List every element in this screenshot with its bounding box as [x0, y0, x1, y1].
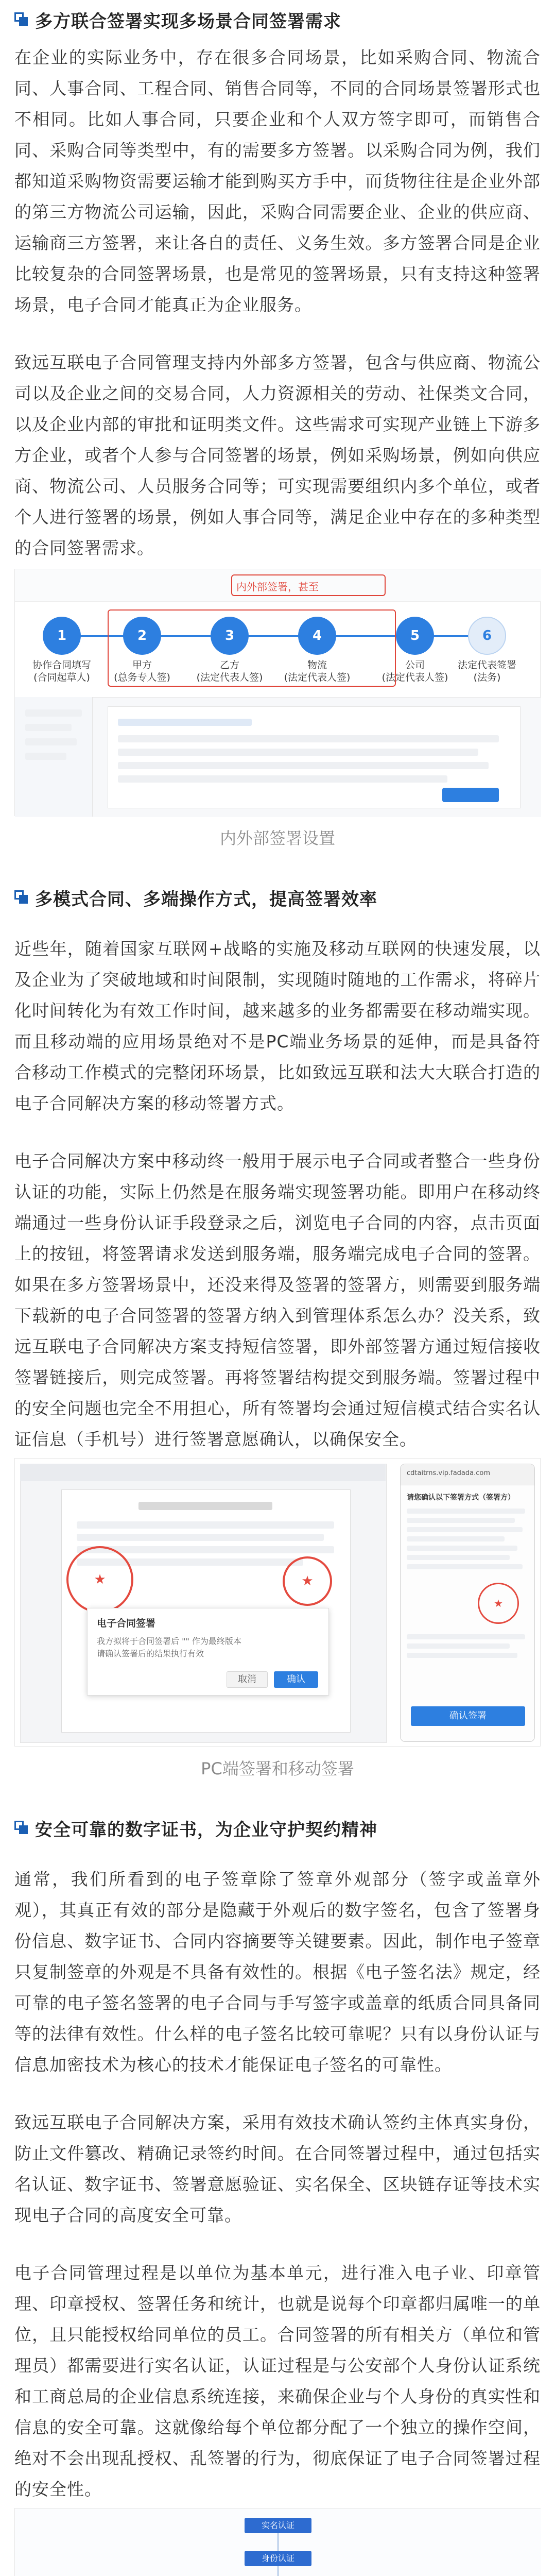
section-heading — [14, 6, 541, 33]
company-seal-icon: ★ — [66, 1546, 133, 1613]
mobile-phone — [400, 1464, 535, 1742]
flow-step-label: 协作合同填写 (合同起草人) — [32, 659, 91, 683]
phone-sign-button[interactable]: 确认签署 — [411, 1706, 525, 1726]
flow-step: 2 — [123, 617, 161, 655]
signing-flow-figure — [14, 569, 541, 816]
sign-confirm-dialog — [87, 1608, 329, 1696]
company-seal-icon: ★ — [283, 1556, 332, 1606]
dialog-title: 电子合同签署 — [97, 1618, 156, 1629]
annotation-label: 内外部签署，甚至 — [236, 581, 319, 593]
figure-caption: PC端签署和移动签署 — [201, 1759, 354, 1778]
diagram-node: 实名认证 — [245, 2518, 311, 2533]
section-title: 多方联合签署实现多场景合同签署需求 — [35, 11, 341, 32]
paragraph: 致远互联电子合同管理支持内外部多方签署，包含与供应商、物流公司以及企业之间的交易合同，人力资源相关的劳动、社保类文合同，以及企业内部的审批和证明类文件。这些需求可实现产业链上下游多方企业，或者个人参与合同签署的场景，例如采购场景，例如向供应商、物流公司、人员服务合同等；可实现需要组织内多个单位，或者个人进行签署的场景，例如人事合同等，满足企业中存在的多种类型的合同签署需求。 — [14, 352, 541, 558]
url-bar[interactable]: cdtaitrns.vip.fadada.com — [407, 1469, 490, 1477]
dialog-text: 我方拟将于合同签署后 "" 作为最终版本 请确认签署后的结果执行有效 — [97, 1636, 241, 1658]
section-title: 多模式合同、多端操作方式，提高签署效率 — [35, 889, 377, 910]
flow-step-label: 乙方 (法定代表人签) — [196, 659, 263, 683]
confirm-button[interactable]: 确认 — [274, 1671, 318, 1688]
section-security — [0, 1780, 555, 2576]
identity-auth-figure — [14, 2508, 541, 2576]
flow-step: 3 — [211, 617, 249, 655]
flow-step: 4 — [298, 617, 336, 655]
flow-step-label: 甲方 (总务专人签) — [114, 659, 170, 683]
diagram-node: 身份认证 — [245, 2551, 311, 2566]
flow-step-label: 公司 (法定代表人签) — [381, 659, 448, 683]
flow-step-label: 法定代表签署 (法务) — [457, 659, 516, 683]
section-multi-mode — [0, 849, 555, 1780]
pc-mobile-signing-figure — [14, 1458, 541, 1747]
section-title: 安全可靠的数字证书，为企业守护契约精神 — [35, 1819, 377, 1840]
flow-step-label: 物流 (法定代表人签) — [284, 659, 351, 683]
flow-step: 5 — [396, 617, 434, 655]
flow-step: 6 — [468, 617, 506, 655]
section-heading — [14, 884, 541, 911]
paragraph: 通常，我们所看到的电子签章除了签章外观部分（签字或盖章外观），其真正有效的部分是隐藏于外观后的数字签名，包含了签署身份信息、数字证书、合同内容摘要等关键要素。因此，制作电子签章只复制签章的外观是不具备有效性的。根据《电子签名法》规定，经可靠的电子签名签署的电子合同与手写签字或盖章的纸质合同具备同等的法律有效性。什么样的电子签名比较可靠呢？只有以身份认证与信息加密技术为核心的技术才能保证电子签名的可靠性。 — [14, 1869, 541, 2075]
square-bullet-icon — [14, 12, 29, 27]
paragraph: 电子合同解决方案中移动终一般用于展示电子合同或者整合一些身份认证的功能，实际上仍然是在服务端实现签署功能。即用户在移动终端通过一些身份认证手段登录之后，浏览电子合同的内容，点击页面上的按钮，将签署请求发送到服务端，服务端完成电子合同的签署。如果在多方签署场景中，还没来得及签署的签署方，则需要到服务端下载新的电子合同签署的签署方纳入到管理体系怎么办？没关系，致远互联电子合同解决方案支持短信签署，即外部签署方通过短信接收签署链接后，则完成签署。再将签署结构提交到服务端。签署过程中的安全问题也完全不用担心，所有签署均会通过短信模式结合实名认证信息（手机号）进行签署意愿确认，以确保安全。 — [14, 1151, 541, 1449]
paragraph: 近些年，随着国家互联网+战略的实施及移动互联网的快速发展，以及企业为了突破地域和时间限制，实现随时随地的工作需求，将碎片化时间转化为有效工作时间，越来越多的业务都需要在移动端实现。而且移动端的应用场景绝对不是PC端业务场景的延伸，而是具备符合移动工作模式的完整闭环场景，比如致远互联和法大大联合打造的电子合同解决方案的移动签署方式。 — [14, 939, 541, 1113]
flow-step: 1 — [43, 617, 81, 655]
square-bullet-icon — [14, 890, 29, 905]
section-heading — [14, 1815, 541, 1841]
paragraph: 致远互联电子合同解决方案，采用有效技术确认签约主体真实身份，防止文件篡改、精确记录签约时间。在合同签署过程中，通过包括实名认证、数字证书、签署意愿验证、实名保全、区块链存证等技术实现电子合同的高度安全可靠。 — [14, 2112, 541, 2225]
paragraph: 在企业的实际业务中，存在很多合同场景，比如采购合同、物流合同、人事合同、工程合同、销售合同等，不同的合同场景签署形式也不相同。比如人事合同，只要企业和个人双方签字即可，而销售合同、采购合同等类型中，有的需要多方签署。以采购合同为例，我们都知道采购物资需要运输才能到购买方手中，而货物往往是企业外部的第三方物流公司运输，因此，采购合同需要企业、企业的供应商、运输商三方签署，来让各自的责任、义务生效。多方签署合同是企业比较复杂的合同签署场景，也是常见的签署场景，只有支持这种签署场景，电子合同才能真正为企业服务。 — [14, 47, 541, 315]
phone-title: 请您确认以下签署方式（签署方） — [407, 1494, 515, 1502]
section-multi-party — [0, 0, 555, 849]
cancel-button[interactable]: 取消 — [227, 1671, 268, 1688]
company-seal-icon: ★ — [478, 1583, 519, 1624]
figure-caption: 内外部签署设置 — [219, 828, 335, 848]
square-bullet-icon — [14, 1821, 29, 1835]
paragraph: 电子合同管理过程是以单位为基本单元，进行准入电子业、印章管理、印章授权、签署任务和统计，也就是说每个印章都归属唯一的单位，且只能授权给同单位的员工。合同签署的所有相关方（单位和管理员）都需要进行实名认证，认证过程是与公安部个人身份认证系统和工商总局的企业信息系统连接，来确保企业与个人身份的真实性和信息的安全可靠。这就像给每个单位都分配了一个独立的操作空间，绝对不会出现乱授权、乱签署的行为，彻底保证了电子合同签署过程的安全性。 — [14, 2263, 541, 2499]
